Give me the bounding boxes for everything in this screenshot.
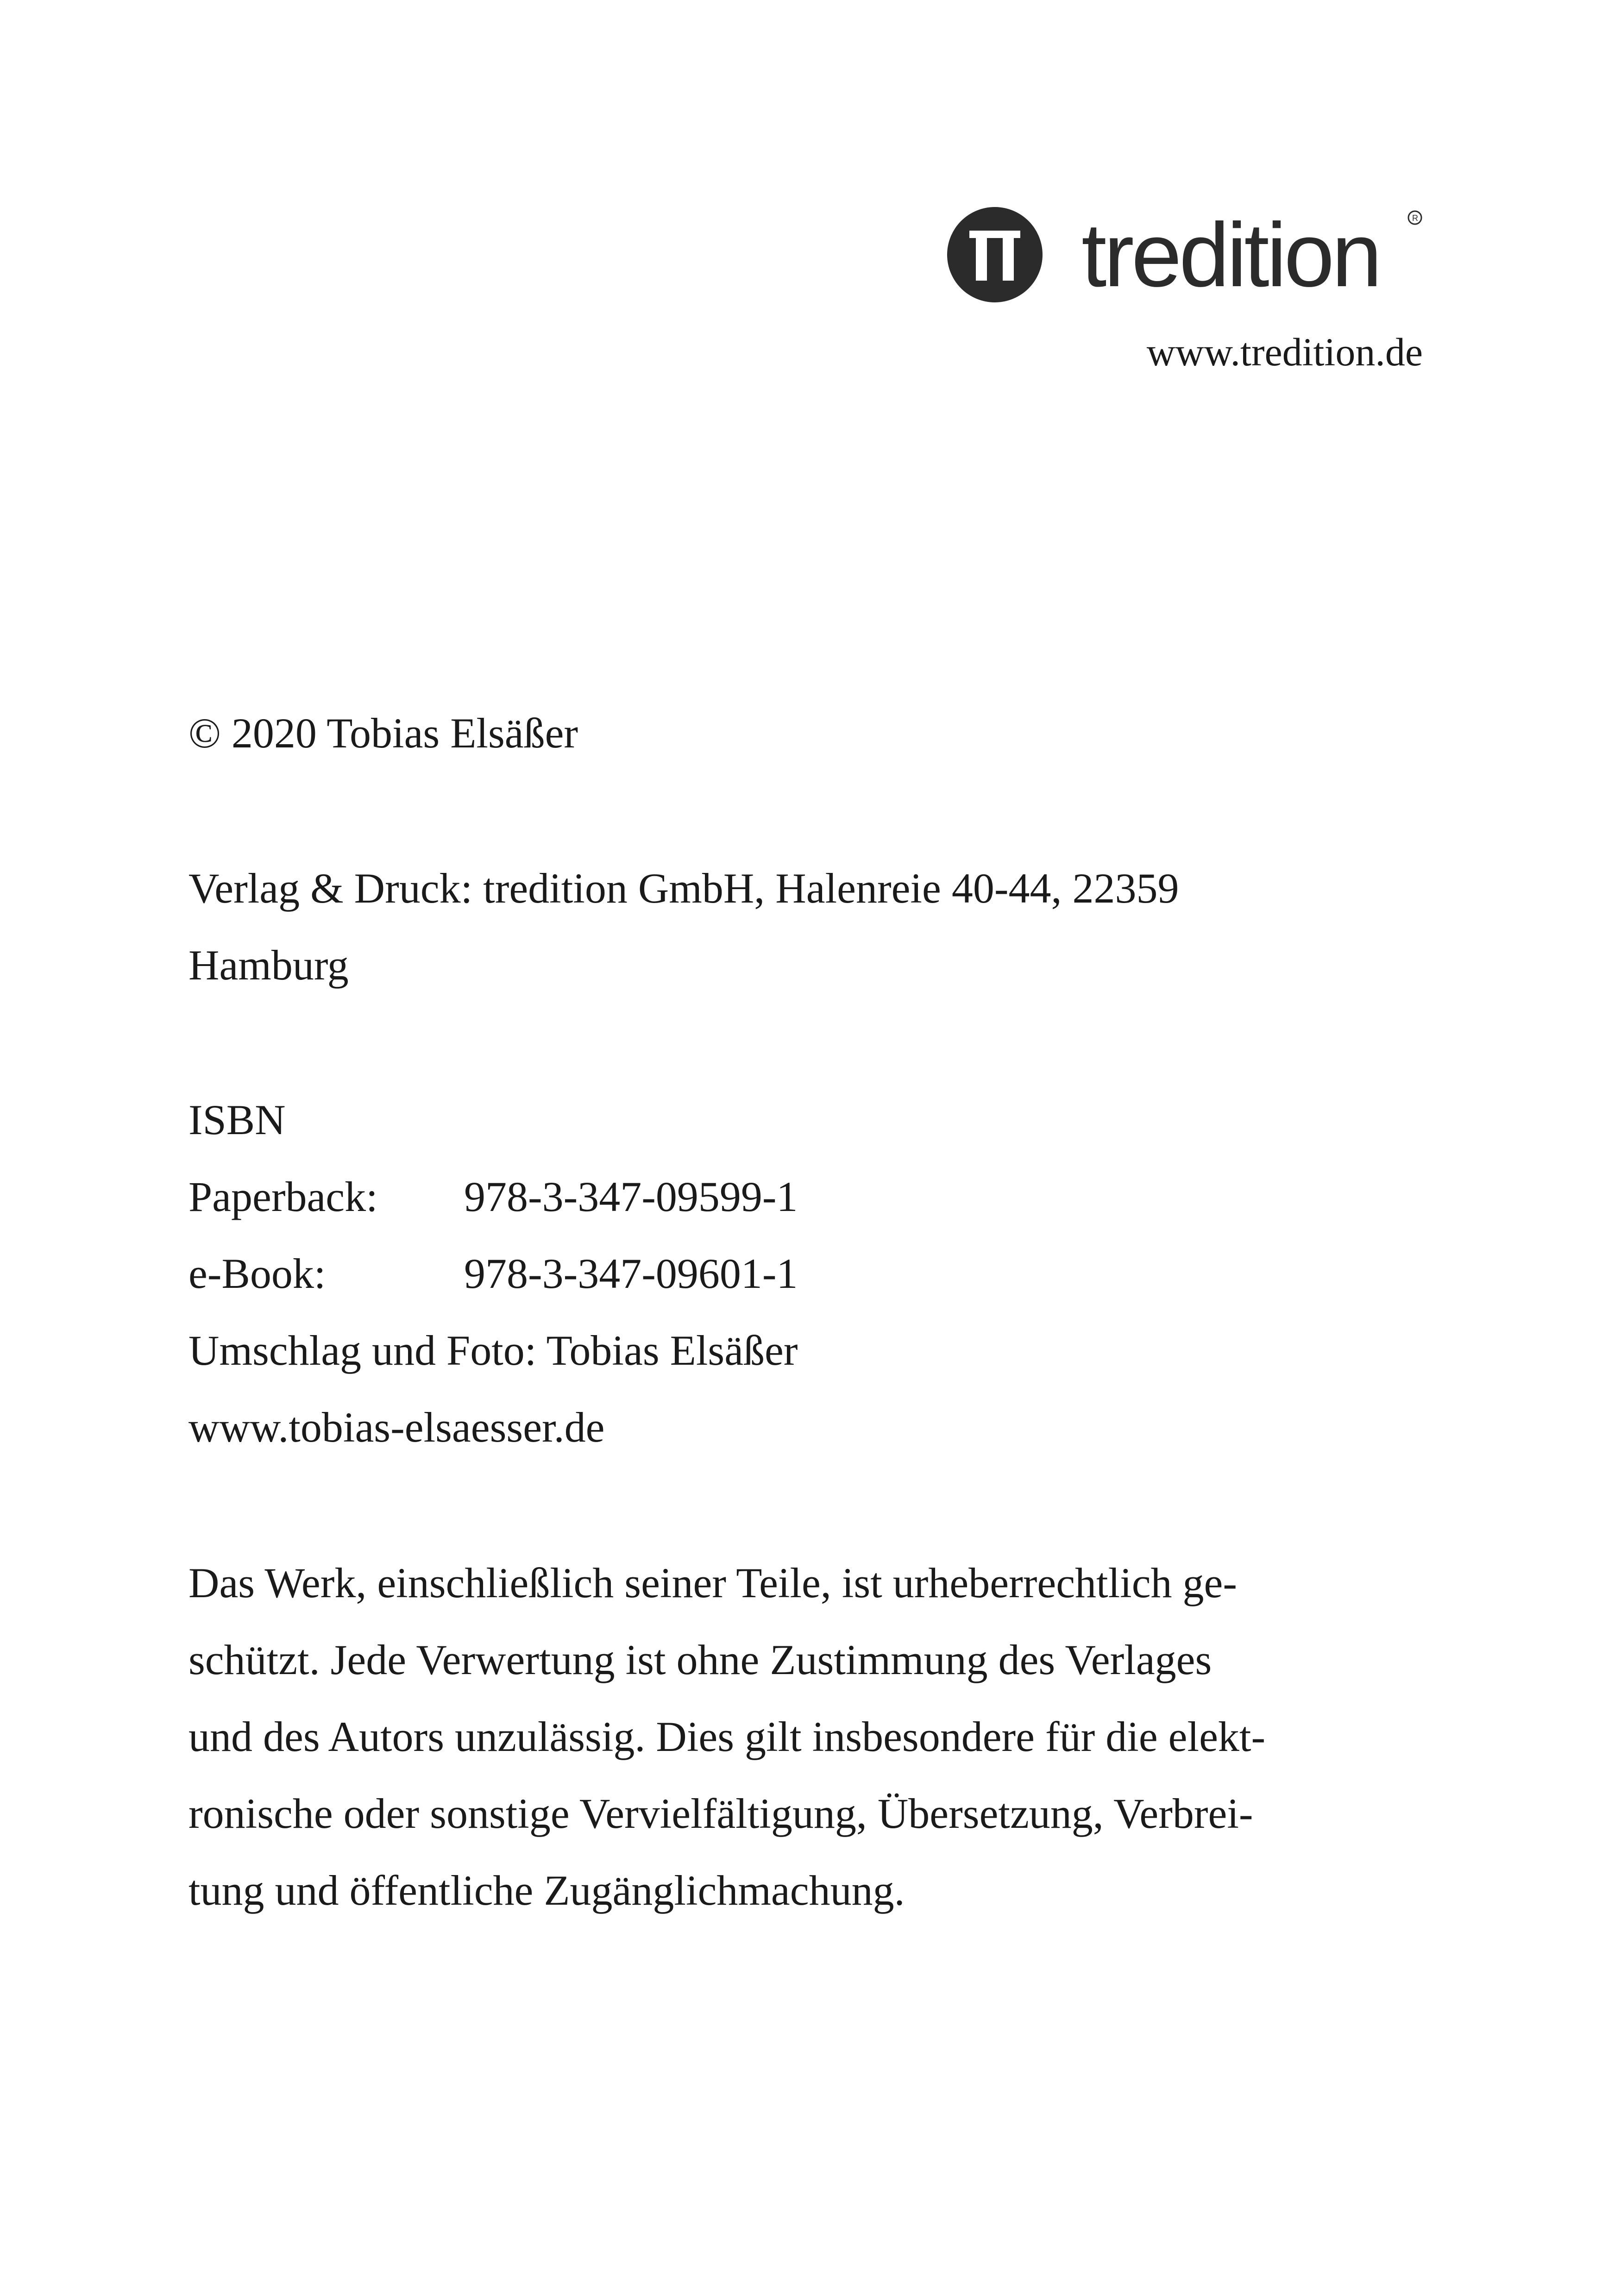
legal-notice-line: und des Autors unzulässig. Dies gilt insbesondere für die elekt-: [188, 1713, 1266, 1760]
copyright-line: © 2020 Tobias Elsäßer: [188, 709, 578, 757]
isbn-row-paperback: [188, 1158, 798, 1235]
legal-notice-line: schützt. Jede Verwertung ist ohne Zustimmung des Verlages: [188, 1636, 1212, 1683]
publisher-address: [188, 850, 1179, 1004]
publisher-logo: [947, 204, 1424, 306]
isbn-heading: ISBN: [188, 1096, 286, 1143]
svg-text:R: R: [1412, 213, 1418, 223]
cover-credit: Umschlag und Foto: Tobias Elsäßer: [188, 1327, 798, 1374]
publisher-url[interactable]: www.tredition.de: [1146, 330, 1423, 374]
publisher-line: Verlag & Druck: tredition GmbH, Halenreie 40-44, 22359: [188, 865, 1179, 912]
isbn-block: [188, 1081, 798, 1466]
isbn-value: 978-3-347-09601-1: [464, 1250, 798, 1297]
legal-notice: [188, 1544, 1265, 1929]
isbn-label: e-Book:: [188, 1250, 326, 1297]
legal-notice-line: tung und öffentliche Zugänglichmachung.: [188, 1867, 905, 1914]
isbn-row-ebook: [188, 1235, 798, 1312]
author-website[interactable]: www.tobias-elsaesser.de: [188, 1404, 605, 1451]
tredition-t-icon: [947, 207, 1043, 302]
legal-notice-line: ronische oder sonstige Vervielfältigung, Übersetzung, Verbrei-: [188, 1790, 1253, 1837]
isbn-value: 978-3-347-09599-1: [464, 1173, 798, 1220]
svg-text:tredition: tredition: [1081, 204, 1380, 306]
publisher-line: Hamburg: [188, 941, 349, 989]
tredition-logo-graphic: [947, 204, 1424, 306]
isbn-label: Paperback:: [188, 1173, 378, 1220]
legal-notice-line: Das Werk, einschließlich seiner Teile, ist urheberrechtlich ge-: [188, 1559, 1238, 1606]
